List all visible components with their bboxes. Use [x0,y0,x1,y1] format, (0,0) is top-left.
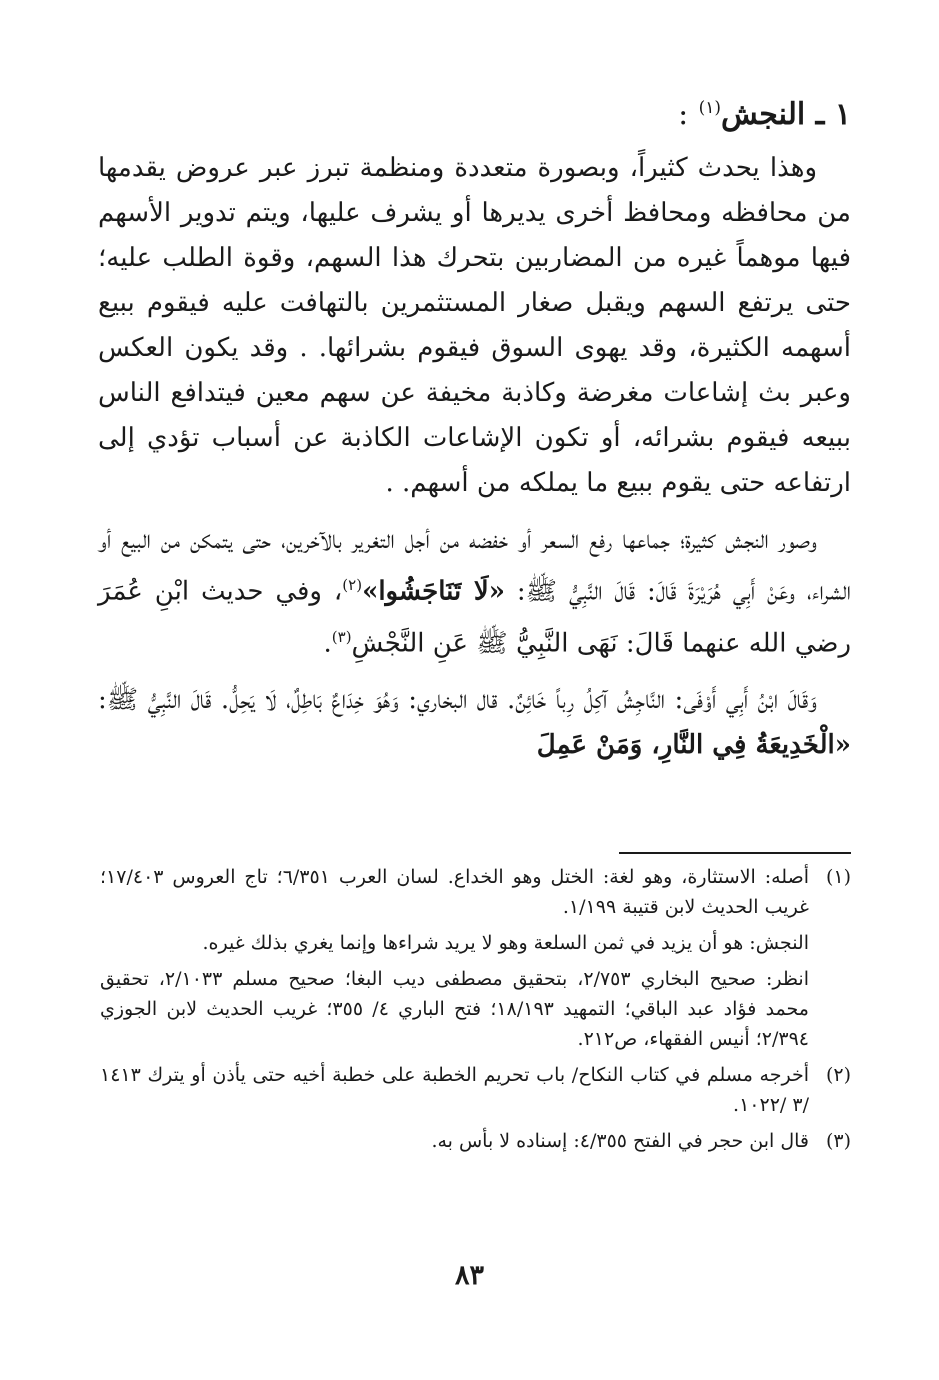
page-number: ٨٣ [454,1260,484,1291]
section-number: ١ ـ [815,97,851,132]
section-title: النجش [721,97,806,132]
footnotes-section [100,862,851,1162]
paragraph [98,678,851,768]
footnote-continuation: انظر: صحيح البخاري ٢/٧٥٣، بتحقيق مصطفى ديب البغا؛ صحيح مسلم ٢/١٠٣٣، تحقيق محمد فؤاد عبد الباقي؛ التمهيد ١٨/١٩٣؛ فتح الباري ٤/ ٣٥٥؛ غريب الحديث لابن الجوزي ٢/٣٩٤؛ أنيس الفقهاء، ص٢١٢. [100,968,809,1050]
footnote-text: أخرجه مسلم في كتاب النكاح/ باب تحريم الخطبة على خطبة أخيه حتى يأذن أو يترك ١٤١٣ /٣ /١٠٢٢. [100,1064,809,1116]
hadith-quote: «لَا تَنَاجَشُوا» [362,576,506,607]
paragraph-text: ، وفي حديث ابْنِ عُمَرَ رضي الله عنهما قَالَ: نَهَى النَّبِيُّ ﷺ عَنِ النَّجْشِ [98,576,851,659]
paragraph-text: وهذا يحدث كثيراً، وبصورة متعددة ومنظمة تبرز عبر عروض يقدمها من محافظه ومحافظ أخرى يديرها أو يشرف عليها، ويتم تدوير الأسهم فيها موهماً غيره من المضاربين بتحرك هذا السهم، وقوة الطلب عليه؛ حتى يرتفع السهم ويقبل صغار المستثمرين بالتهافت عليه فيقوم ببيع أسهمه الكثيرة، وقد يهوى السوق فيقوم بشرائها. . وقد يكون العكس وعبر بث إشاعات مغرضة وكاذبة مخيفة عن سهم معين فيتدافع الناس ببيعه فيقوم بشرائه، أو تكون الإشاعات الكاذبة عن أسباب تؤدي إلى ارتفاعه حتى يقوم ببيع ما يملكه من أسهم. . [98,153,851,498]
paragraph-text: . [323,628,332,659]
footnote-continuation: النجش: هو أن يزيد في ثمن السلعة وهو لا يريد شراءها وإنما يغري بذلك غيره. [202,932,809,954]
footnote-text: قال ابن حجر في الفتح ٤/٣٥٥: إسناده لا بأس به. [431,1130,809,1152]
paragraph [98,146,851,506]
footnote-text: أصله: الاستثارة، وهو لغة: الختل وهو الخداع. لسان العرب ٦/٣٥١؛ تاج العروس ١٧/٤٠٣؛ غريب الحديث لابن قتيبة ١/١٩٩. [100,866,810,918]
paragraph-text: وصور النجش كثيرة؛ جماعها رفع السعر أو خفضه من أجل التغرير بالآخرين، حتى يتمكن من البيع أو الشراء، وعَنْ أَبِي هُرَيْرَةَ قَالَ: قَالَ النَّبِيُّ ﷺ: [98,525,852,607]
footnote [100,1126,851,1156]
paragraph-text: وَقَالَ ابْنُ أَبِي أَوْفَى: النَّاجِشُ آكِلُ رِباً خَائِنٌ. قال البخاري: وَهُوَ خِدَاعٌ بَاطِلٌ، لَا يَحِلُّ. قَالَ النَّبِيُّ ﷺ: [98,685,817,716]
main-text [98,146,851,768]
footnote-number: (١) [825,866,851,888]
footnote-number: (٣) [825,1130,851,1152]
footnote [100,862,851,922]
paragraph [98,518,851,666]
footnote-number: (٢) [825,1064,851,1086]
footnote-ref[interactable]: (٣) [331,627,352,646]
footnote [100,1060,851,1120]
hadith-quote: «الْخَدِيعَةُ فِي النَّارِ، وَمَنْ عَمِلَ [536,730,851,761]
footnote-ref[interactable]: (٢) [342,576,363,594]
heading-colon: : [678,97,689,132]
section-heading [100,88,851,135]
footnote-ref[interactable]: (١) [698,98,722,118]
footnote-divider [619,852,851,854]
